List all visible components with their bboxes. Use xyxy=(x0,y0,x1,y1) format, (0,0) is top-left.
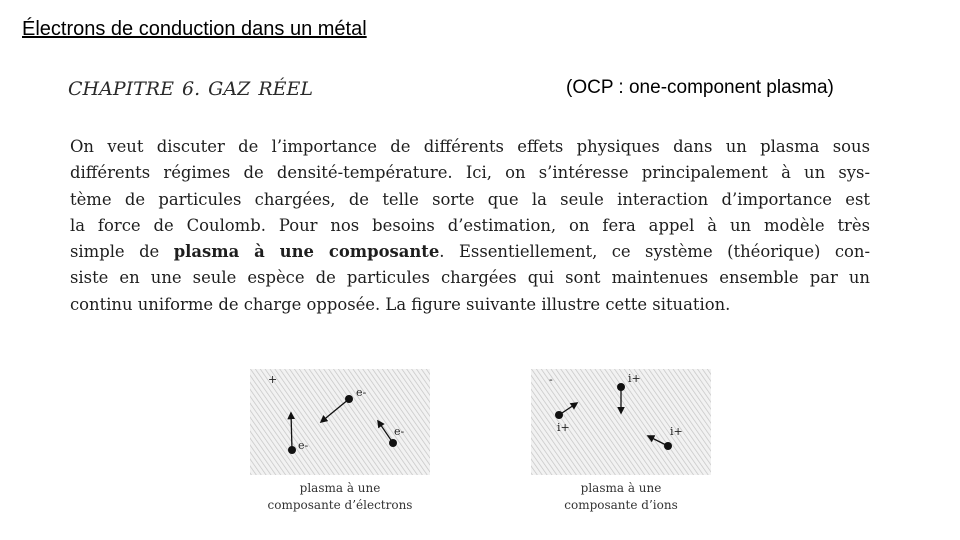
electron-plasma-diagram xyxy=(250,369,430,475)
figure-ion-plasma xyxy=(531,369,711,475)
paragraph-line: tème de particules chargées, de telle sorte que la seule interaction d’importance est xyxy=(70,189,870,209)
paragraph-line: siste en une seule espèce de particules chargées qui sont maintenues ensemble par un xyxy=(70,268,870,288)
particle-label: e- xyxy=(394,425,405,438)
electron-dot xyxy=(389,439,397,447)
book-paragraph xyxy=(70,134,870,318)
ocp-note: (OCP : one-component plasma) xyxy=(566,77,834,98)
particle-label: i+ xyxy=(670,425,683,438)
figure-caption-ions: plasma à une composante d’ions xyxy=(564,481,678,512)
paragraph-line: simple de plasma à une composante. Essentiellement, ce système (théorique) con- xyxy=(70,242,870,262)
particle-label: e- xyxy=(356,386,367,399)
bold-term: plasma à une composante xyxy=(173,242,440,262)
ion-plasma-diagram xyxy=(531,369,711,475)
background-sign: + xyxy=(268,373,278,386)
chapter-heading: CHAPITRE 6. GAZ RÉEL xyxy=(68,78,313,100)
paragraph-line: différents régimes de densité-température. Ici, on s’intéresse principalement à un sys- xyxy=(70,163,870,183)
electron-dot xyxy=(288,446,296,454)
particle-label: i+ xyxy=(628,372,641,385)
figure-electron-plasma xyxy=(250,369,430,475)
ion-dot xyxy=(617,383,625,391)
background-sign: - xyxy=(549,373,553,386)
ion-dot xyxy=(555,411,563,419)
electron-dot xyxy=(345,395,353,403)
paragraph-line: continu uniforme de charge opposée. La figure suivante illustre cette situation. xyxy=(70,294,731,314)
paragraph-line: On veut discuter de l’importance de différents effets physiques dans un plasma sous xyxy=(70,137,870,156)
figure-caption-electrons: plasma à une composante d’électrons xyxy=(267,481,413,512)
particle-label: i+ xyxy=(557,421,570,434)
paragraph-line: la force de Coulomb. Pour nos besoins d’estimation, on fera appel à un modèle très xyxy=(70,215,870,235)
ion-dot xyxy=(664,442,672,450)
particle-label: e- xyxy=(298,439,309,452)
slide-title: Électrons de conduction dans un métal xyxy=(22,18,367,40)
